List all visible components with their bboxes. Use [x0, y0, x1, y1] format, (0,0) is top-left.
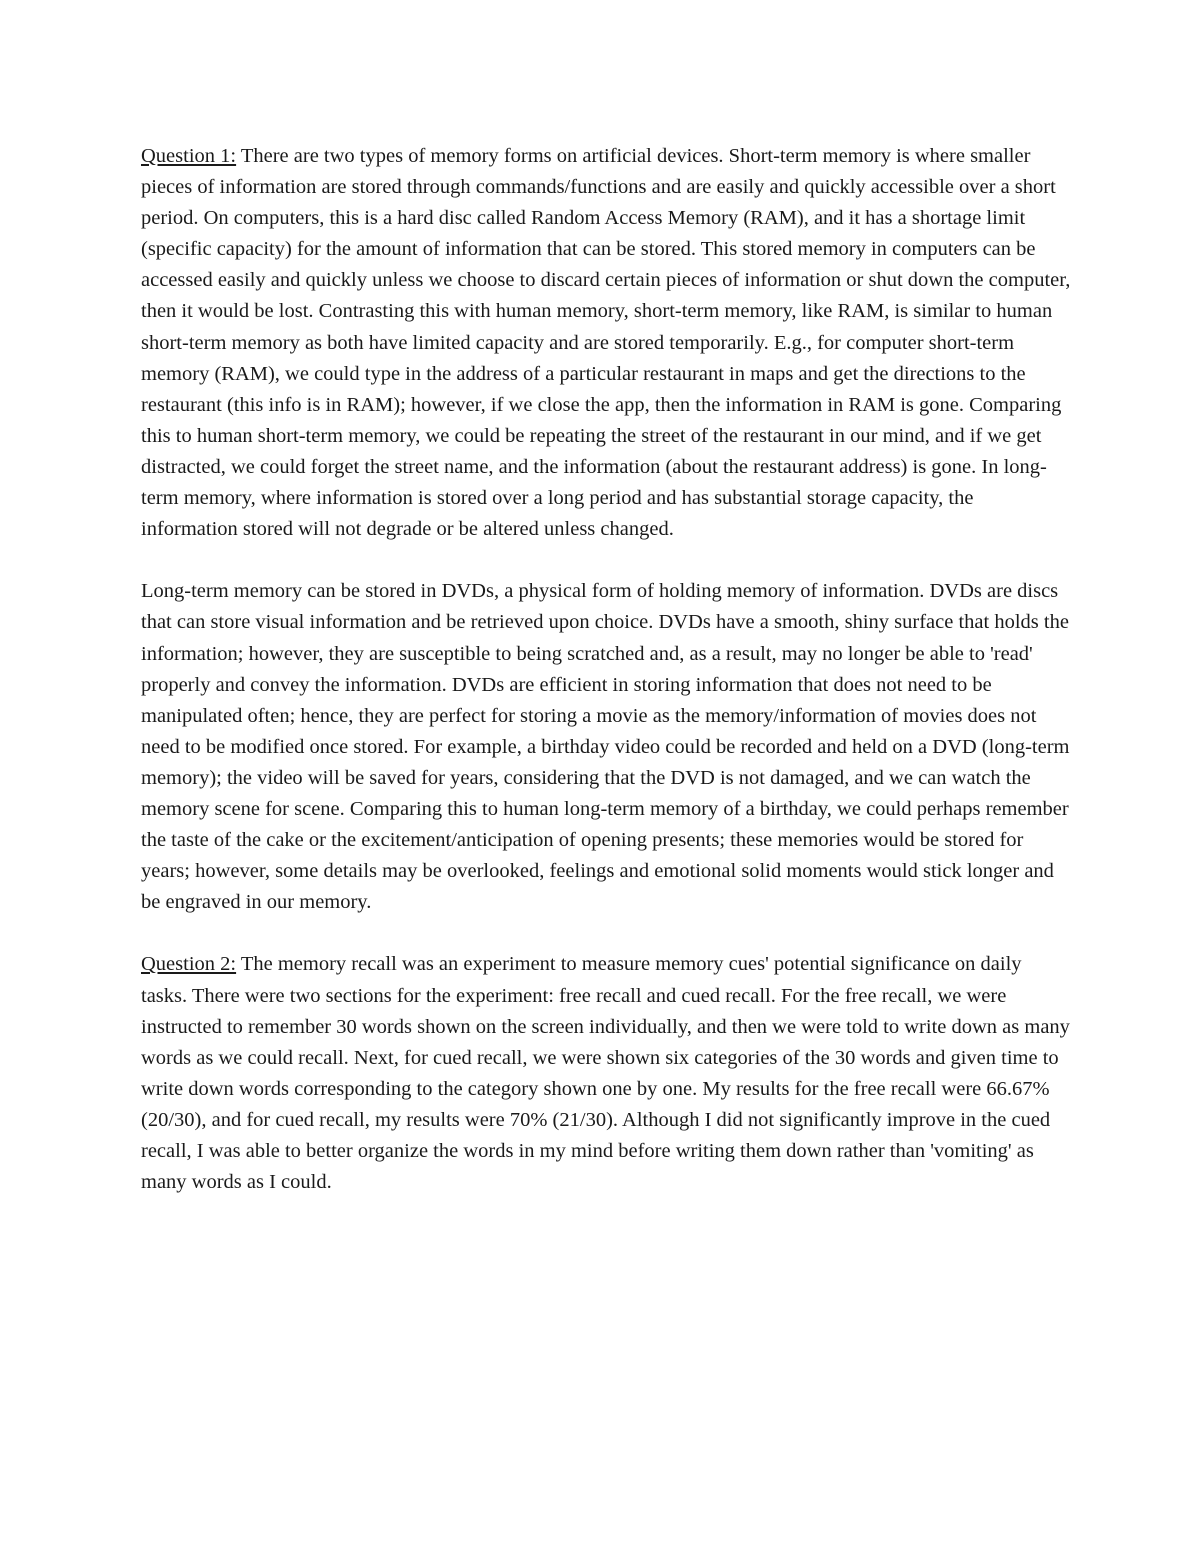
- question-2-label: Question 2:: [141, 953, 237, 976]
- long-term-memory-text: Long-term memory can be stored in DVDs, a physical form of holding memory of information. DVDs are discs that can store visual information and be retrieved upon choice. DVDs have a smooth, shiny surface that holds the information; however, they are susceptible to being scratched and, as a result, may no longer be able to 'read' properly and convey the information. DVDs are efficient in storing information that does not need to be manipulated often; hence, they are perfect for storing a movie as the memory/information of movies does not need to be modified once stored. For example, a birthday video could be recorded and held on a DVD (long-term memory); the video will be saved for years, considering that the DVD is not damaged, and we can watch the memory scene for scene. Comparing this to human long-term memory of a birthday, we could perhaps remember the taste of the cake or the excitement/anticipation of opening presents; these memories would be stored for years; however, some details may be overlooked, feelings and emotional solid moments would stick longer and be engraved in our memory.: [141, 580, 1070, 914]
- paragraph-question-2: [141, 949, 1071, 1198]
- question-1-label: Question 1:: [141, 145, 237, 167]
- question-1-text: There are two types of memory forms on artificial devices. Short-term memory is where smaller pieces of information are stored through commands/functions and are easily and quickly accessible over a short period. On computers, this is a hard disc called Random Access Memory (RAM), and it has a shortage limit (specific capacity) for the amount of information that can be stored. This stored memory in computers can be accessed easily and quickly unless we choose to discard certain pieces of information or shut down the computer, then it would be lost. Contrasting this with human memory, short-term memory, like RAM, is similar to human short-term memory as both have limited capacity and are stored temporarily. E.g., for computer short-term memory (RAM), we could type in the address of a particular restaurant in maps and get the directions to the restaurant (this info is in RAM); however, if we close the app, then the information in RAM is gone. Comparing this to human short-term memory, we could be repeating the street of the restaurant in our mind, and if we get distracted, we could forget the street name, and the information (about the restaurant address) is gone. In long-term memory, where information is stored over a long period and has substantial storage capacity, the information stored will not degrade or be altered unless changed.: [141, 145, 1071, 541]
- document-body: [141, 141, 1071, 1198]
- question-2-text: The memory recall was an experiment to measure memory cues' potential significance on daily tasks. There were two sections for the experiment: free recall and cued recall. For the free recall, we were instructed to remember 30 words shown on the screen individually, and then we were told to write down as many words as we could recall. Next, for cued recall, we were shown six categories of the 30 words and given time to write down words corresponding to the category shown one by one. My results for the free recall were 66.67% (20/30), and for cued recall, my results were 70% (21/30). Although I did not significantly improve in the cued recall, I was able to better organize the words in my mind before writing them down rather than 'vomiting' as many words as I could.: [141, 953, 1070, 1194]
- paragraph-question-1: [141, 141, 1071, 545]
- paragraph-long-term-memory: [141, 576, 1071, 918]
